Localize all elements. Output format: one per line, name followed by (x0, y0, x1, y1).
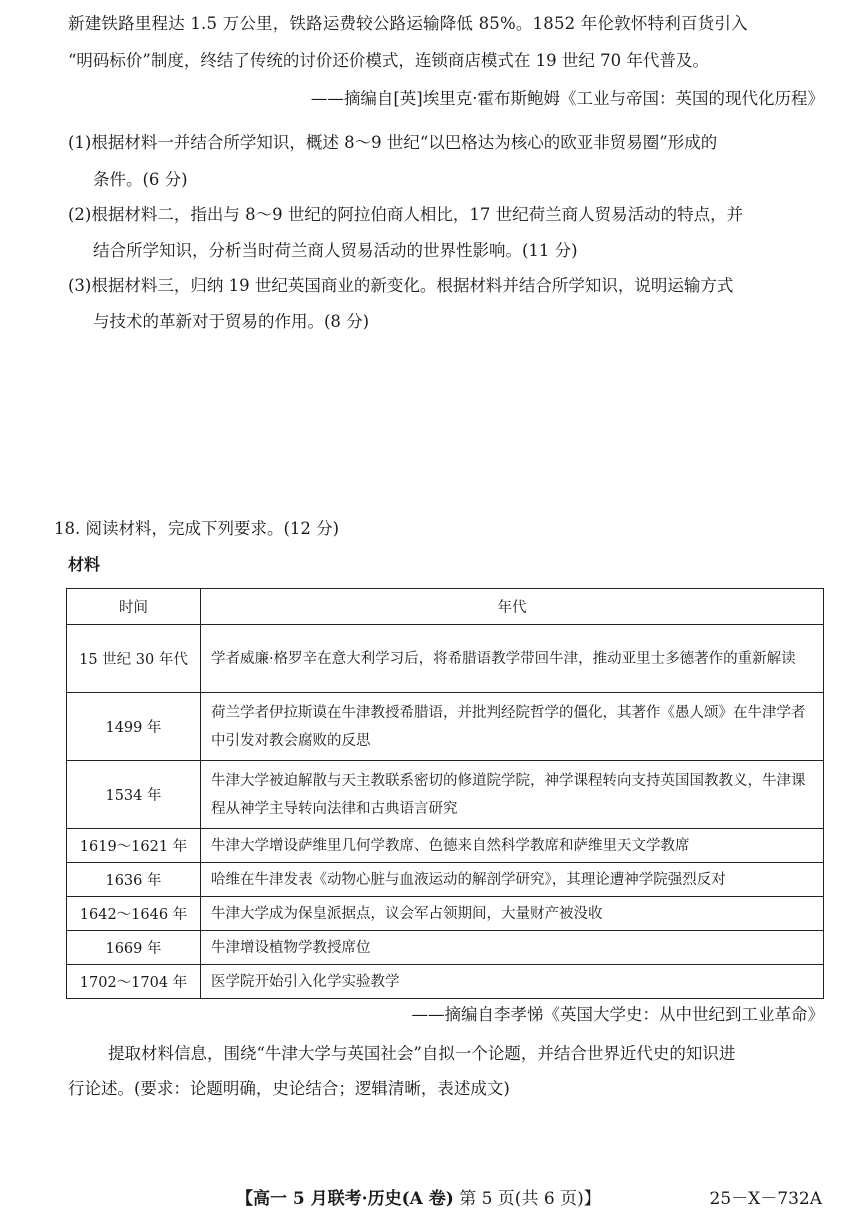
row-time: 1534 年 (67, 761, 201, 829)
task-line-1: 提取材料信息，围绕“牛津大学与英国社会”自拟一个论题，并结合世界近代史的知识进 (108, 1044, 736, 1063)
row-time: 1702～1704 年 (67, 965, 201, 999)
question-2-line-2: 结合所学知识，分析当时荷兰商人贸易活动的世界性影响。(11 分) (93, 241, 578, 260)
row-time: 1642～1646 年 (67, 897, 201, 931)
task-line-2: 行论述。(要求：论题明确，史论结合；逻辑清晰，表述成文) (68, 1079, 510, 1098)
table-source: ——摘编自李孝悌《英国大学史：从中世纪到工业革命》 (411, 1005, 824, 1024)
table-row (67, 829, 824, 863)
row-event: 牛津增设植物学教授席位 (201, 931, 824, 965)
table-row (67, 897, 824, 931)
row-event: 牛津大学增设萨维里几何学教席、色德来自然科学教席和萨维里天文学教席 (201, 829, 824, 863)
table-row (67, 965, 824, 999)
row-time: 1619～1621 年 (67, 829, 201, 863)
question-3-line-2: 与技术的革新对于贸易的作用。(8 分) (93, 312, 370, 331)
material-line-2: “明码标价”制度，终结了传统的讨价还价模式，连锁商店模式在 19 世纪 70 年代普及。 (68, 51, 709, 70)
row-event: 牛津大学成为保皇派据点，议会军占领期间，大量财产被没收 (201, 897, 824, 931)
footer-exam: 【高一 5 月联考·历史(A 卷) (236, 1189, 454, 1209)
question-3-line-1: (3)根据材料三，归纳 19 世纪英国商业的新变化。根据材料并结合所学知识，说明运输方式 (68, 276, 734, 295)
row-time: 1499 年 (67, 693, 201, 761)
row-event: 学者威廉·格罗辛在意大利学习后，将希腊语教学带回牛津，推动亚里士多德著作的重新解读 (201, 625, 824, 693)
question-18-heading: 18. 阅读材料，完成下列要求。(12 分) (54, 519, 340, 538)
row-time: 1636 年 (67, 863, 201, 897)
table-row (67, 931, 824, 965)
row-time: 1669 年 (67, 931, 201, 965)
footer-code: 25－X－732A (709, 1189, 822, 1209)
row-event: 牛津大学被迫解散与天主教联系密切的修道院学院，神学课程转向支持英国国教教义，牛津课程从神学主导转向法律和古典语言研究 (201, 761, 824, 829)
page-footer (236, 1187, 601, 1211)
question-1-line-1: (1)根据材料一并结合所学知识，概述 8～9 世纪“以巴格达为核心的欧亚非贸易圈”形成的 (68, 133, 718, 152)
header-event: 年代 (201, 589, 824, 625)
question-2-line-1: (2)根据材料二，指出与 8～9 世纪的阿拉伯商人相比，17 世纪荷兰商人贸易活动的特点，并 (68, 205, 744, 224)
row-time: 15 世纪 30 年代 (67, 625, 201, 693)
footer-page: 第 5 页(共 6 页)】 (459, 1189, 601, 1209)
material-source: ——摘编自[英]埃里克·霍布斯鲍姆《工业与帝国：英国的现代化历程》 (310, 89, 824, 108)
table-header-row (67, 589, 824, 625)
table-row (67, 625, 824, 693)
timeline-table (66, 588, 824, 999)
row-event: 哈维在牛津发表《动物心脏与血液运动的解剖学研究》，其理论遭神学院强烈反对 (201, 863, 824, 897)
row-event: 医学院开始引入化学实验教学 (201, 965, 824, 999)
material-line-1: 新建铁路里程达 1.5 万公里，铁路运费较公路运输降低 85%。1852 年伦敦怀特利百货引入 (68, 14, 748, 33)
row-event: 荷兰学者伊拉斯谟在牛津教授希腊语，并批判经院哲学的僵化，其著作《愚人颂》在牛津学者中引发对教会腐败的反思 (201, 693, 824, 761)
material-label: 材料 (68, 555, 101, 574)
table-row (67, 863, 824, 897)
question-1-line-2: 条件。(6 分) (93, 170, 188, 189)
table-row (67, 693, 824, 761)
header-time: 时间 (67, 589, 201, 625)
table-row (67, 761, 824, 829)
